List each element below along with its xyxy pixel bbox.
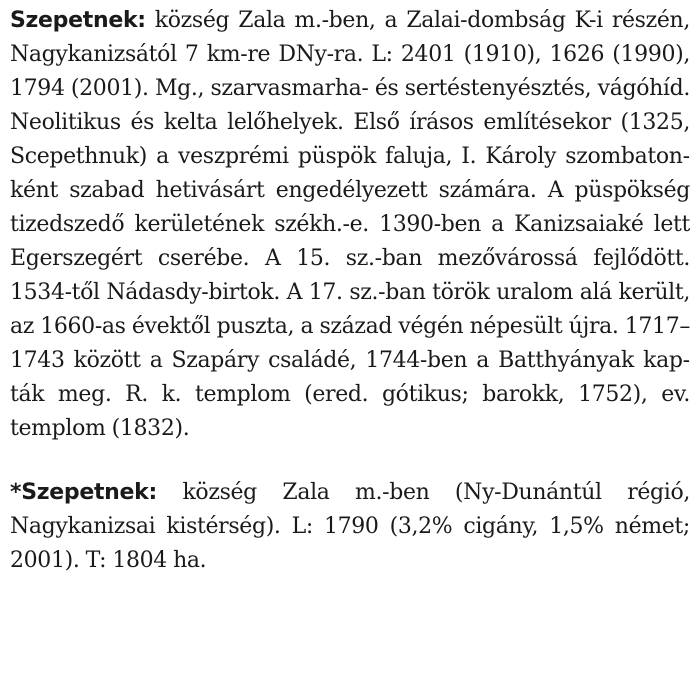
entry-headword: *Szepetnek: <box>10 480 157 505</box>
lexicon-entry-szepetnek <box>10 4 690 446</box>
lexicon-entry-szepetnek-updated <box>10 476 690 578</box>
entry-body: község Zala m.-ben, a Zalai-dombság K-i részén, Nagykanizsától 7 km-re DNy-ra. L: 2401 (1910), 1626 (1990), 1794 (2001). Mg., szarvasmarha- és sertéstenyésztés, vágóhíd. Neolitikus és kelta lelőhelyek. Első írásos említésekor (1325, Scepethnuk) a veszprémi püspök faluja, I. Károly szombatonként szabad hetivásárt engedélyezett számára. A püspökség tizedszedő kerületének székh.-e. 1390-ben a Kanizsaiaké lett Egerszegért cserébe. A 15. sz.-ban mezővárossá fejlődött. 1534-től Nádasdy-birtok. A 17. sz.-ban török uralom alá került, az 1660-as évektől puszta, a század végén népesült újra. 1717–1743 között a Szapáry családé, 1744-ben a Batthyányak kapták meg. R. k. templom (ered. gótikus; barokk, 1752), ev. templom (1832). <box>10 8 690 441</box>
entry-headword: Szepetnek: <box>10 8 146 33</box>
document-page <box>10 4 690 578</box>
entry-body: község Zala m.-ben (Ny-Dunántúl régió, Nagykanizsai kistérség). L: 1790 (3,2% cigány, 1,5% német; 2001). T: 1804 ha. <box>10 480 690 573</box>
